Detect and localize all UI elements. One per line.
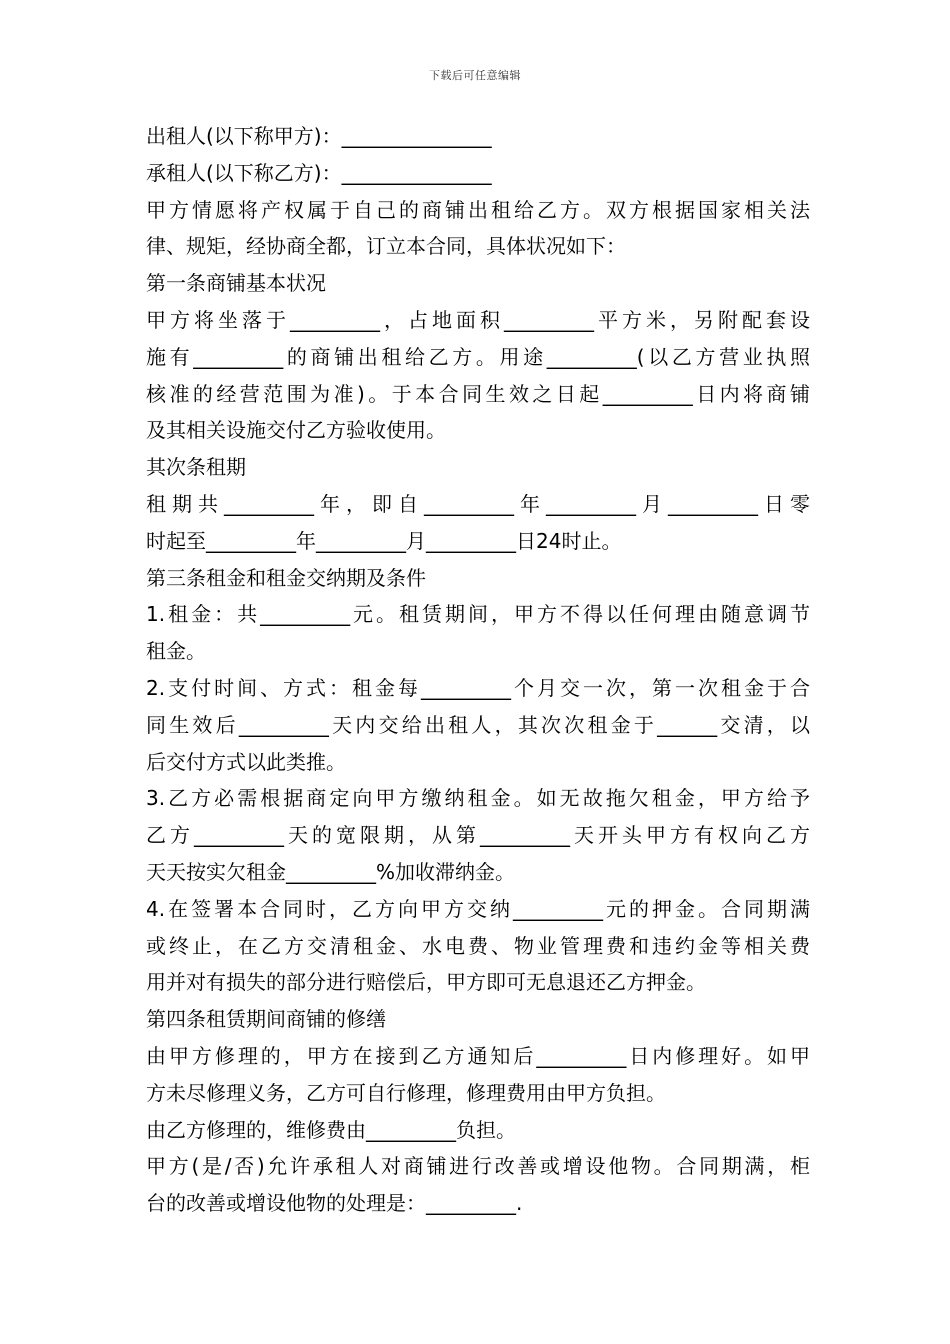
late-fee-clause-line: 3.乙方必需根据商定向甲方缴纳租金。如无故拖欠租金，甲方给予 [146, 786, 810, 811]
improvement-clause-line: 台的改善或增设他物的处理是：_________. [146, 1191, 523, 1216]
article-1-line: 核准的经营范围为准)。于本合同生效之日起_________日内将商铺 [146, 381, 810, 406]
repair-clause-line: 由乙方修理的，维修费由_________负担。 [146, 1117, 516, 1142]
article-2-heading: 其次条租期 [146, 455, 246, 480]
lessee-line: 承租人(以下称乙方)：_______________ [146, 160, 492, 185]
payment-clause-line: 2.支付时间、方式：租金每_________个月交一次，第一次租金于合 [146, 675, 810, 700]
payment-clause-line: 后交付方式以此类推。 [146, 749, 346, 774]
download-note: 下载后可任意编辑 [429, 69, 521, 82]
late-fee-clause-line: 天天按实欠租金_________%加收滞纳金。 [146, 859, 516, 884]
article-4-heading: 第四条租赁期间商铺的修缮 [146, 1007, 386, 1032]
contract-body [146, 118, 810, 1222]
article-1-line: 及其相关设施交付乙方验收使用。 [146, 418, 446, 443]
deposit-clause-line: 用并对有损失的部分进行赔偿后，甲方即可无息退还乙方押金。 [146, 970, 706, 995]
payment-clause-line: 同生效后_________天内交给出租人，其次次租金于______交清，以 [146, 712, 810, 737]
repair-clause-line: 由甲方修理的，甲方在接到乙方通知后_________日内修理好。如甲 [146, 1043, 810, 1068]
article-2-line: 租期共_________年，即自_________年_________月_________日零 [146, 491, 810, 516]
article-3-heading: 第三条租金和租金交纳期及条件 [146, 565, 426, 590]
lessor-line: 出租人(以下称甲方)：_______________ [146, 124, 492, 148]
article-2-line: 时起至_________年_________月_________日24时止。 [146, 528, 622, 553]
repair-clause-line: 方未尽修理义务，乙方可自行修理，修理费用由甲方负担。 [146, 1080, 666, 1105]
rent-clause-line: 租金。 [146, 639, 206, 664]
deposit-clause-line: 或终止，在乙方交清租金、水电费、物业管理费和违约金等相关费 [146, 933, 810, 958]
improvement-clause-line: 甲方(是/否)允许承租人对商铺进行改善或增设他物。合同期满，柜 [146, 1154, 810, 1179]
late-fee-clause-line: 乙方_________天的宽限期，从第_________天开头甲方有权向乙方 [146, 823, 810, 848]
rent-clause-line: 1.租金：共_________元。租赁期间，甲方不得以任何理由随意调节 [146, 602, 810, 627]
intro-paragraph-line: 甲方情愿将产权属于自己的商铺出租给乙方。双方根据国家相关法 [146, 197, 810, 222]
deposit-clause-line: 4.在签署本合同时，乙方向甲方交纳_________元的押金。合同期满 [146, 896, 810, 921]
article-1-line: 施有_________的商铺出租给乙方。用途_________(以乙方营业执照 [146, 344, 810, 369]
intro-paragraph-line: 律、规矩，经协商全都，订立本合同，具体状况如下： [146, 234, 626, 259]
article-1-heading: 第一条商铺基本状况 [146, 271, 326, 296]
article-1-line: 甲方将坐落于_________，占地面积_________平方米，另附配套设 [146, 307, 810, 332]
